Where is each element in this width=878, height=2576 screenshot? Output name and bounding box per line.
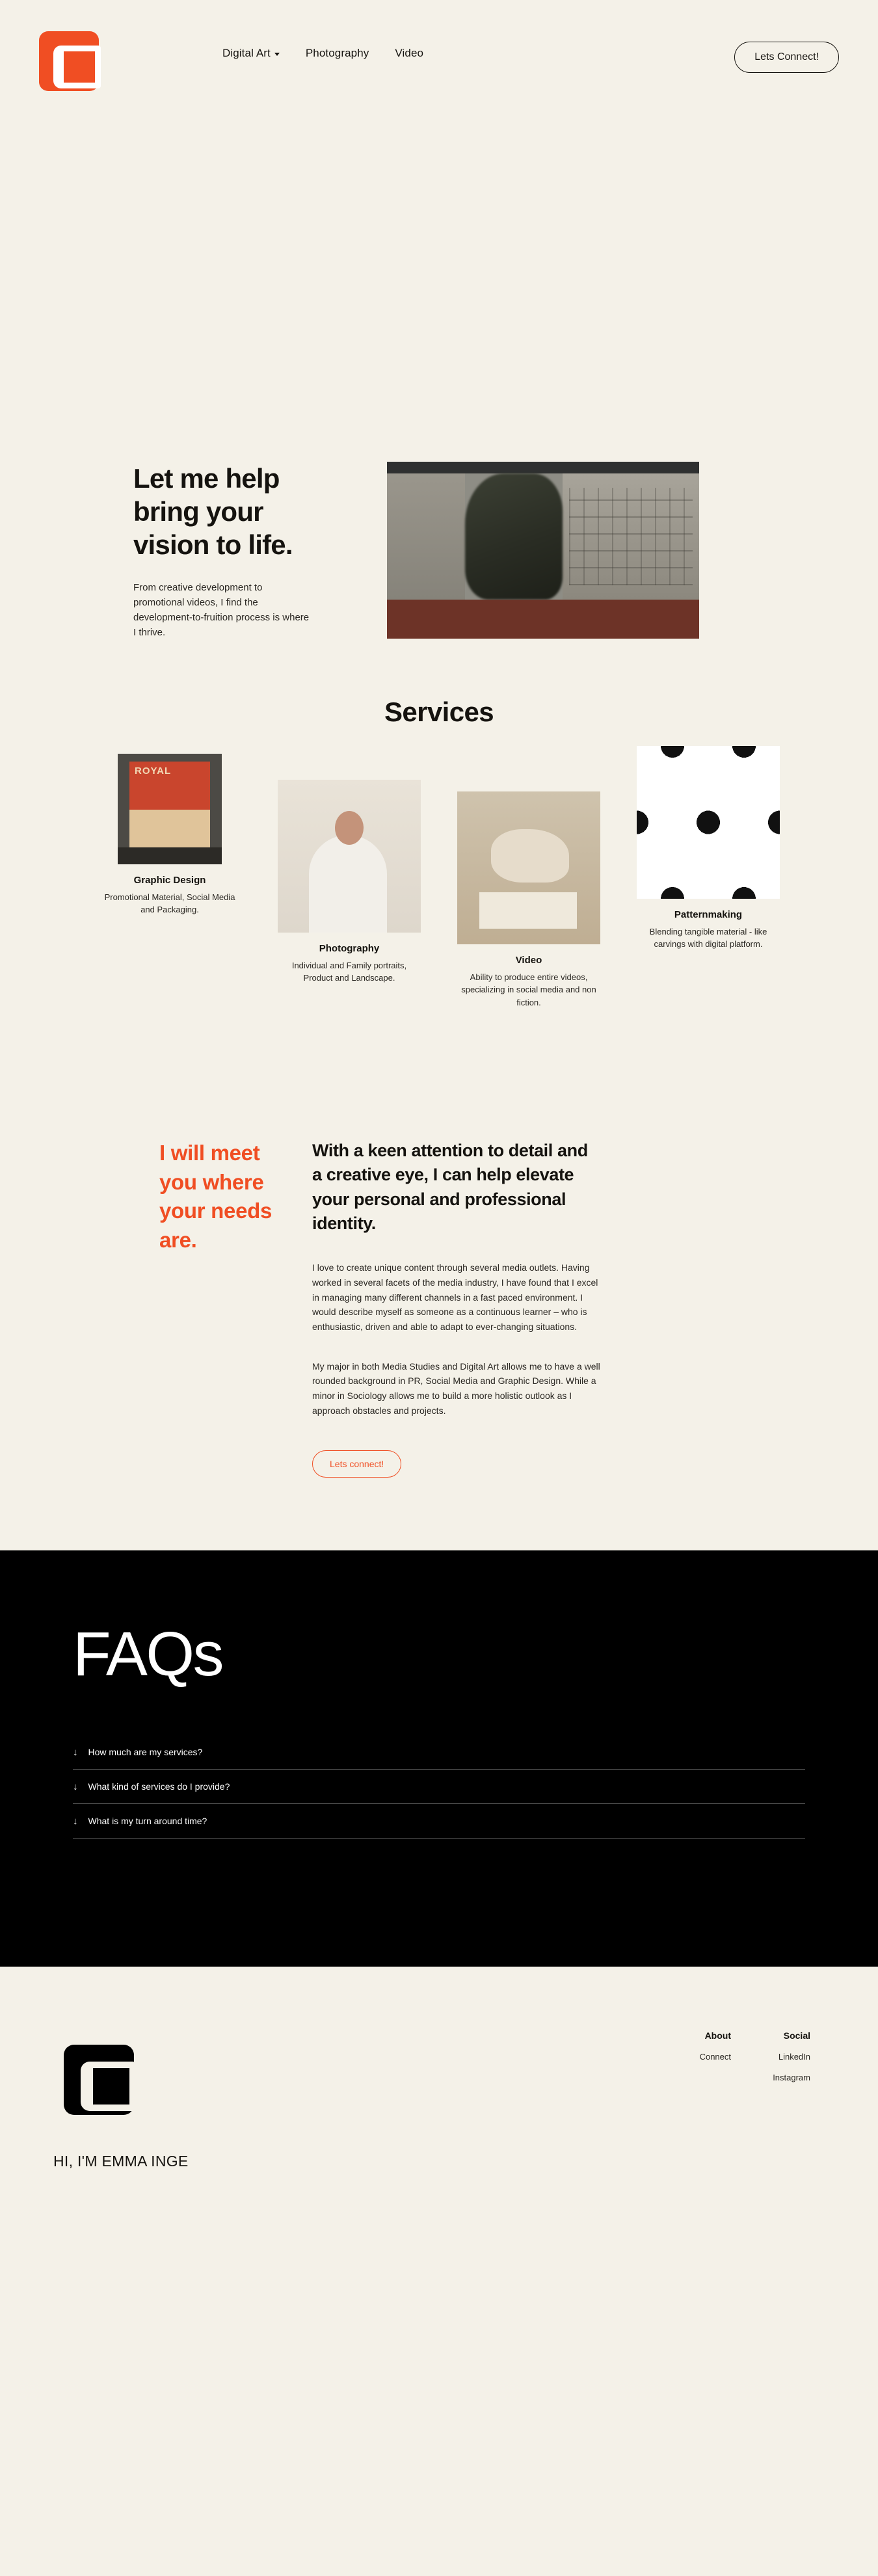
service-card-patternmaking[interactable] <box>637 746 780 951</box>
footer-link-linkedin[interactable]: LinkedIn <box>778 2052 810 2062</box>
nav-item-photography[interactable] <box>306 47 369 60</box>
hero-image <box>387 462 699 639</box>
faq-item-pricing[interactable] <box>73 1735 805 1770</box>
about-content-column <box>312 1139 602 1478</box>
arrow-down-icon: ↓ <box>73 1781 78 1792</box>
footer-link-instagram[interactable]: Instagram <box>773 2073 810 2083</box>
service-card-graphic-design[interactable] <box>98 754 241 916</box>
chevron-down-icon <box>274 53 280 56</box>
hero-text <box>39 462 312 641</box>
services-title: Services <box>384 696 494 727</box>
arrow-down-icon: ↓ <box>73 1746 78 1758</box>
footer-column-about <box>683 2030 731 2082</box>
faq-question: What kind of services do I provide? <box>88 1781 230 1792</box>
service-desc: Blending tangible material - like carvings with digital platform. <box>649 926 767 949</box>
faq-list <box>73 1735 805 1839</box>
primary-nav <box>222 47 423 60</box>
service-desc: Promotional Material, Social Media and Packaging. <box>104 892 235 915</box>
nav-item-label: Digital Art <box>222 47 271 59</box>
service-name: Video <box>515 954 542 966</box>
footer-column-social <box>762 2030 810 2082</box>
footer-top-row <box>39 2030 839 2115</box>
hero-section <box>0 130 878 641</box>
services-section <box>0 697 878 1009</box>
service-image-graphic-design <box>118 754 222 864</box>
lets-connect-button[interactable]: Lets Connect! <box>734 42 839 73</box>
footer-column-heading: Social <box>783 2030 810 2041</box>
faq-section <box>0 1550 878 1967</box>
about-paragraph-2: My major in both Media Studies and Digital Art allows me to have a well rounded background in PR, Social Media and Graphic Design. While a minor in Sociology allows me to build a more holistic outlook as I approach obstacles and projects. <box>312 1361 600 1416</box>
nav-item-label: Video <box>395 47 424 59</box>
about-paragraph-1: I love to create unique content through several media outlets. Having worked in several facets of the media industry, I have found that I excel in managing many different channels in a fast paced environment. I would describe myself as someone as a continuous learner – who is enthusiastic, driven and able to adapt to ever-changing situations. <box>312 1262 598 1332</box>
service-image-patternmaking <box>637 746 780 899</box>
site-header <box>0 0 878 130</box>
about-headline: With a keen attention to detail and a creative eye, I can help elevate your personal and professional identity. <box>312 1141 588 1233</box>
services-list <box>0 765 878 1009</box>
service-image-photography <box>278 780 421 933</box>
hero-body: From creative development to promotional videos, I find the development-to-fruition process is where I thrive. <box>133 581 310 639</box>
footer-link-columns <box>683 2030 839 2082</box>
service-image-video <box>457 791 600 944</box>
arrow-down-icon: ↓ <box>73 1815 78 1827</box>
faq-question: How much are my services? <box>88 1747 203 1758</box>
hero-image-bg-left <box>387 473 465 600</box>
about-section <box>0 1009 878 1478</box>
nav-item-digital-art[interactable] <box>222 47 280 60</box>
footer-name: HI, I'M EMMA INGE <box>53 2153 189 2170</box>
service-name: Patternmaking <box>674 909 743 920</box>
hero-image-shelving <box>569 488 693 585</box>
hero-image-figure <box>465 473 563 600</box>
nav-item-label: Photography <box>305 47 369 59</box>
footer-column-heading: About <box>704 2030 731 2041</box>
hero-image-band-bottom <box>387 600 699 639</box>
nav-item-video[interactable] <box>395 47 423 60</box>
about-accent-column <box>39 1139 299 1478</box>
site-footer <box>0 1967 878 2305</box>
emma-inge-logo-icon[interactable] <box>39 31 99 91</box>
service-card-video[interactable] <box>457 791 600 1009</box>
faq-title: FAQs <box>73 1619 223 1690</box>
page-title: Let me help bring your vision to life. <box>133 463 293 561</box>
footer-link-connect[interactable]: Connect <box>699 2052 731 2062</box>
hero-image-band-top <box>387 462 699 473</box>
service-name: Photography <box>319 942 380 954</box>
service-desc: Individual and Family portraits, Product and Landscape. <box>291 960 407 983</box>
faq-item-turnaround[interactable] <box>73 1804 805 1839</box>
service-card-photography[interactable] <box>278 780 421 985</box>
service-desc: Ability to produce entire videos, specializing in social media and non fiction. <box>461 972 596 1007</box>
faq-question: What is my turn around time? <box>88 1816 207 1827</box>
emma-inge-logo-dark-icon[interactable] <box>64 2045 134 2115</box>
service-name: Graphic Design <box>133 874 206 886</box>
about-accent-headline: I will meet you where your needs are. <box>159 1141 273 1252</box>
faq-item-services[interactable] <box>73 1770 805 1804</box>
lets-connect-secondary-button[interactable]: Lets connect! <box>312 1450 401 1478</box>
